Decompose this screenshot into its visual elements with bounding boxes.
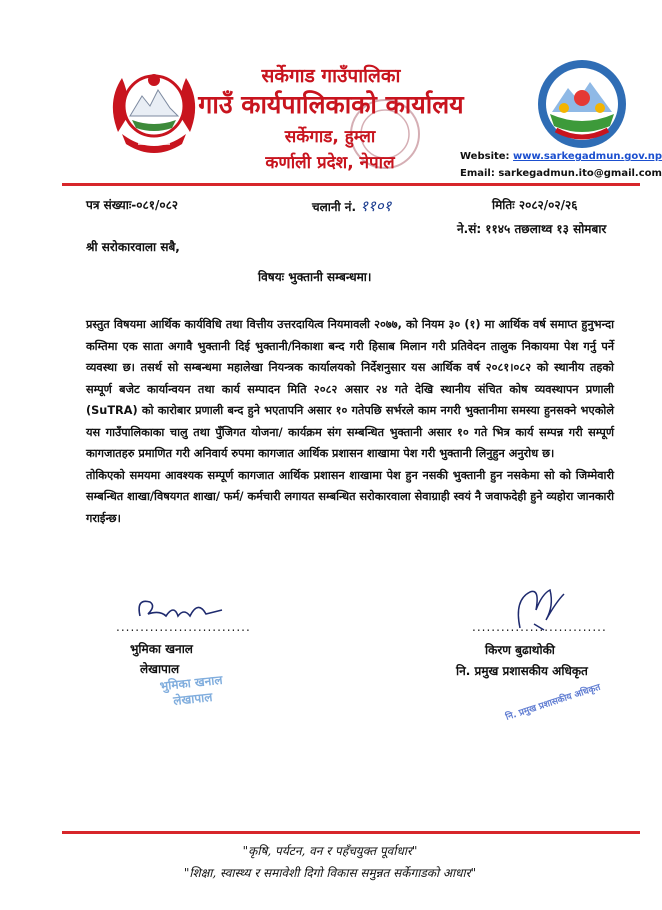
signature-line: ............................	[472, 620, 607, 634]
nepal-samvat-date: ने.सं: ११४५ तछलाथ्व १३ सोमबार	[457, 222, 607, 236]
signatory-title: लेखापाल	[140, 662, 180, 676]
subject-line: विषयः भुक्तानी सम्बन्धमा।	[258, 270, 372, 284]
header-divider	[62, 183, 640, 186]
sarkegad-municipality-logo-icon	[536, 58, 628, 150]
addressee: श्री सरोकारवाला सबै,	[86, 240, 180, 254]
email-address: sarkegadmun.ito@gmail.com	[498, 168, 662, 179]
signatory-name: भुमिका खनाल	[130, 642, 193, 656]
letter-date: मितिः २०८२/०२/२६	[492, 198, 578, 212]
stamp-line: भुमिका खनाल	[159, 672, 224, 694]
email-label: Email:	[460, 168, 495, 179]
dispatch-label: चलानी नं.	[312, 200, 357, 214]
footer-slogan: "कृषि, पर्यटन, वन र पहँचयुक्त पूर्वाधार"	[242, 844, 418, 858]
letter-number: पत्र संख्याः-०८१/०८२	[86, 198, 179, 212]
body-paragraph: प्रस्तुत विषयमा आर्थिक कार्यविधि तथा वित्तीय उत्तरदायित्व नियमावली २०७७, को नियम ३० (१) मा आर्थिक वर्ष समाप्त हुनुभन्दा कम्तिमा एक साता अगावै भुक्तानी दिई भुक्तानी/निकाशा बन्द गरी हिसाब मिलान गरी प्रतिवेदन तालुक निकायमा पेश गर्नु पर्ने व्यवस्था छ। तसर्थ सो सम्बन्धमा महालेखा नियन्त्रक कार्यालयको निर्देशनुसार यस आर्थिक वर्ष २०८१।०८२ को स्थानीय तहको सम्पूर्ण बजेट कार्यान्वयन तथा कार्य सम्पादन मिति २०८२ असार २४ गते देखि स्थानीय संचित कोष व्यवस्थापन प्रणाली (SuTRA) को कारोबार प्रणाली बन्द हुने भएतापनि असार १० गतेपछि सर्भरले काम नगरी भुक्तानीमा समस्या हुनसक्ने भएकोले यस गाउँपालिकाका चालु तथा पुँजिगत योजना/ कार्यक्रम संग सम्बन्धित भुक्तानी असार १० गते भित्र कार्य सम्पन्न गरी सम्पूर्ण कागजातहरु प्रमाणित गरी अनिवार्य रुपमा कागजात आर्थिक प्रशासन शाखामा पेश गरी भुक्तानी लिनुहुन अनुरोध छ।	[86, 318, 614, 460]
province-name: कर्णाली प्रदेश, नेपाल	[265, 153, 395, 173]
letter-body	[86, 314, 614, 529]
place-name: सर्केगाड, हुम्ला	[284, 127, 376, 147]
officer-stamp: नि. प्रमुख प्रशासकीय अधिकृत	[504, 682, 602, 723]
website-link[interactable]: www.sarkegadmun.gov.np	[513, 151, 662, 162]
footer-divider	[62, 831, 640, 834]
dispatch-number	[312, 196, 391, 216]
website-label: Website:	[460, 151, 510, 162]
signatory-name: किरण बुढाथोकी	[485, 643, 555, 657]
org-name: सर्केगाड गाउँपालिका	[261, 65, 401, 87]
contact-block	[460, 148, 660, 182]
footer-slogan: "शिक्षा, स्वास्थ्य र समावेशी दिगो विकास समुन्नत सर्केगाडको आधार"	[183, 866, 477, 880]
dispatch-value: ११०१	[360, 197, 392, 215]
signatory-title: नि. प्रमुख प्रशासकीय अधिकृत	[456, 664, 588, 678]
stamp-line: लेखापाल	[172, 689, 214, 708]
body-paragraph: तोकिएको समयमा आवश्यक सम्पूर्ण कागजात आर्थिक प्रशासन शाखामा पेश हुन नसकी भुक्तानी हुन नसकेमा सो को जिम्मेवारी सम्बन्धित शाखा/विषयगत शाखा/ फर्म/ कर्मचारी लगायत सम्बन्धित सरोकारवाला सेवाग्राही स्वयं नै जवाफदेही हुने व्यहोरा जानकारी गराईन्छ।	[86, 468, 614, 525]
email-line	[460, 165, 660, 182]
signature-line: ............................	[116, 620, 251, 634]
website-line	[460, 148, 660, 165]
office-name: गाउँ कार्यपालिकाको कार्यालय	[198, 90, 464, 119]
